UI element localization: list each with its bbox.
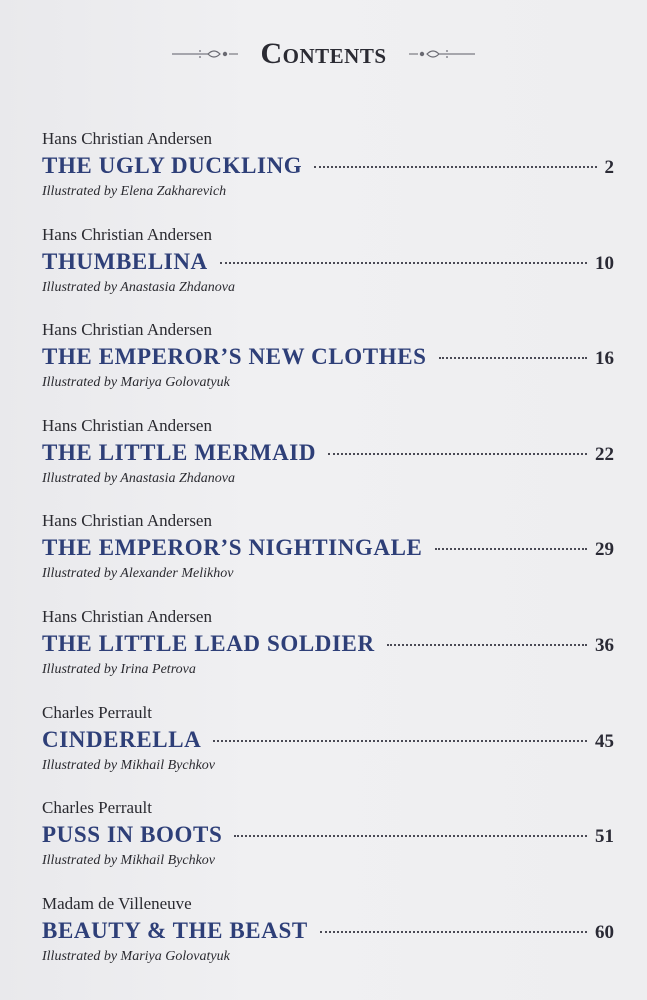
- page-title: Contents: [260, 37, 387, 70]
- entry-title-row[interactable]: [42, 628, 614, 660]
- entry-title-row[interactable]: [42, 819, 614, 851]
- entry-illustrator: Illustrated by Anastasia Zhdanova: [42, 279, 236, 295]
- entry-title[interactable]: BEAUTY & THE BEAST: [42, 917, 308, 943]
- contents-list: [42, 128, 614, 988]
- entry-title[interactable]: THE EMPEROR’S NIGHTINGALE: [42, 535, 423, 561]
- dot-leader: [320, 931, 587, 933]
- dot-leader: [387, 644, 587, 646]
- dot-leader: [234, 835, 587, 837]
- entry-title[interactable]: THUMBELINA: [42, 248, 208, 274]
- dot-leader: [439, 357, 587, 359]
- entry-illustrator: Illustrated by Irina Petrova: [42, 661, 196, 677]
- toc-entry[interactable]: [42, 606, 614, 702]
- toc-entry[interactable]: [42, 702, 614, 798]
- entry-title-row[interactable]: [42, 150, 614, 182]
- entry-author: Hans Christian Andersen: [42, 320, 212, 340]
- entry-author: Hans Christian Andersen: [42, 511, 212, 531]
- entry-title-row[interactable]: [42, 437, 614, 469]
- entry-illustrator: Illustrated by Alexander Melikhov: [42, 566, 234, 582]
- entry-title-row[interactable]: [42, 532, 614, 564]
- entry-page-number[interactable]: 2: [604, 157, 614, 178]
- entry-author: Hans Christian Andersen: [42, 129, 212, 148]
- entry-title[interactable]: CINDERELLA: [42, 726, 202, 752]
- dot-leader: [314, 166, 596, 168]
- entry-illustrator: Illustrated by Mariya Golovatyuk: [42, 948, 230, 964]
- entry-author: Hans Christian Andersen: [42, 224, 212, 244]
- entry-author: Hans Christian Andersen: [42, 415, 212, 435]
- entry-title-row[interactable]: [42, 246, 614, 278]
- toc-entry[interactable]: [42, 797, 614, 893]
- toc-entry[interactable]: [42, 319, 614, 415]
- entry-author: Charles Perrault: [42, 702, 152, 722]
- entry-author: Charles Perrault: [42, 798, 152, 818]
- entry-title-row[interactable]: [42, 915, 614, 947]
- entry-title-row[interactable]: [42, 724, 614, 756]
- dot-leader: [328, 453, 587, 455]
- entry-title[interactable]: THE EMPEROR’S NEW CLOTHES: [42, 344, 427, 370]
- entry-page-number[interactable]: 36: [595, 634, 614, 656]
- toc-entry[interactable]: [42, 128, 614, 224]
- entry-title[interactable]: THE UGLY DUCKLING: [42, 153, 303, 178]
- entry-page-number[interactable]: 29: [595, 539, 614, 561]
- entry-illustrator: Illustrated by Mikhail Bychkov: [42, 853, 215, 869]
- entry-page-number[interactable]: 45: [595, 730, 614, 752]
- dot-leader: [213, 740, 587, 742]
- entry-page-number[interactable]: 22: [595, 443, 614, 465]
- entry-page-number[interactable]: 16: [595, 348, 614, 370]
- entry-page-number[interactable]: 60: [595, 921, 614, 943]
- entry-illustrator: Illustrated by Elena Zakharevich: [42, 184, 227, 199]
- flourish-right-icon: [407, 47, 477, 61]
- entry-title[interactable]: THE LITTLE MERMAID: [42, 439, 317, 465]
- toc-entry[interactable]: [42, 224, 614, 320]
- flourish-left-icon: [170, 47, 240, 61]
- entry-title-row[interactable]: [42, 341, 614, 373]
- entry-illustrator: Illustrated by Mariya Golovatyuk: [42, 375, 230, 391]
- entry-page-number[interactable]: 10: [595, 252, 614, 274]
- entry-page-number[interactable]: 51: [595, 826, 614, 848]
- dot-leader: [435, 548, 588, 550]
- toc-entry[interactable]: [42, 510, 614, 606]
- entry-author: Madam de Villeneuve: [42, 893, 192, 913]
- entry-illustrator: Illustrated by Mikhail Bychkov: [42, 757, 215, 773]
- toc-entry[interactable]: [42, 415, 614, 511]
- contents-header: [0, 34, 647, 74]
- toc-entry[interactable]: [42, 893, 614, 989]
- entry-illustrator: Illustrated by Anastasia Zhdanova: [42, 470, 236, 486]
- dot-leader: [220, 262, 587, 264]
- entry-title[interactable]: THE LITTLE LEAD SOLDIER: [42, 630, 375, 656]
- entry-author: Hans Christian Andersen: [42, 606, 212, 626]
- entry-title[interactable]: PUSS IN BOOTS: [42, 822, 223, 848]
